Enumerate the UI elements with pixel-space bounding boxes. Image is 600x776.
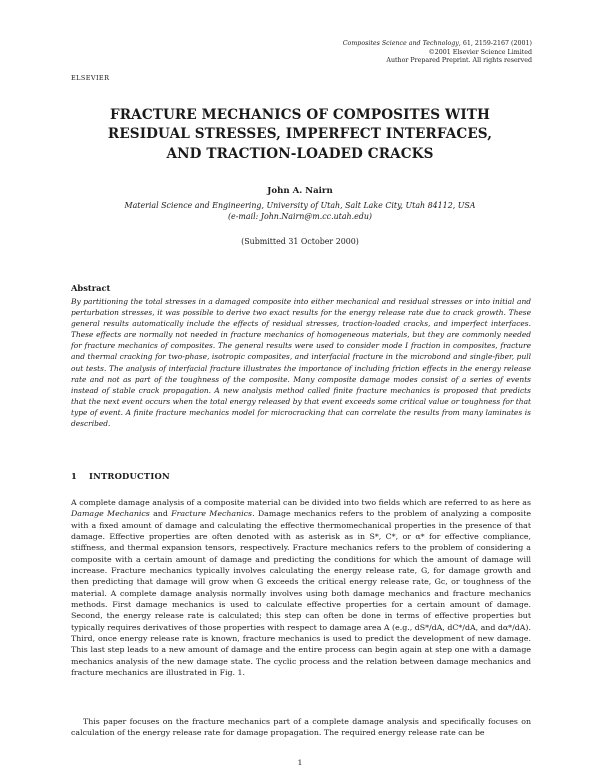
section-number: 1 — [71, 471, 78, 481]
author-affiliation — [71, 200, 529, 222]
intro-paragraph-1 — [71, 497, 531, 679]
author-email: (e-mail: John.Nairn@m.cc.utah.edu) — [227, 212, 373, 222]
copyright-line: ©2001 Elsevier Science Limited — [428, 48, 532, 56]
paper-title — [71, 106, 529, 164]
intro-text: . Damage mechanics refers to the problem of analyzing a composite with a fixed amount of damage and calculating the effective thermomechanical properties in the presence of that damage. Effective properties are often denoted with as asterisk as in S*, C*, or α* for effective compliance, stiffness, and thermal expansion tensors, respectively. Fracture mechanics refers to the problem of considering a composite with a certain amount of damage and predicting the conditions for which the amount of damage will increase. Fracture mechanics typically involves calculating the energy release rate, G, for damage growth and then predicting that damage will grow when G exceeds the critical energy release rate, Gc, or toughness of the material. A complete damage analysis normally involves using both damage mechanics and fracture mechanics methods. First damage mechanics is used to calculate effective properties for a certain amount of damage. Second, the energy release rate is calculated; this step can often be done in terms of effective properties but typically requires derivatives of those properties with respect to damage area A (e.g., dS*/dA, dC*/dA, and dα*/dA). Third, once energy release rate is known, fracture mechanics is used to predict the development of new damage. This last step leads to a new amount of damage and the entire process can begin again at step one with a damage mechanics analysis of the new damage state. The cyclic process and the relation between damage mechanics and fracture mechanics are illustrated in Fig. 1. — [71, 509, 531, 678]
author-name: John A. Nairn — [267, 186, 333, 196]
section-heading — [71, 471, 170, 481]
submission-date: (Submitted 31 October 2000) — [241, 237, 359, 246]
intro-emphasis: Damage Mechanics — [71, 509, 150, 519]
abstract-heading: Abstract — [71, 283, 111, 293]
intro-emphasis: Fracture Mechanics — [171, 509, 253, 519]
affiliation-line: Material Science and Engineering, University of Utah, Salt Lake City, Utah 84112, USA — [124, 201, 476, 210]
abstract-text: By partitioning the total stresses in a damaged composite into either mechanical and residual stresses or into initial and perturbation stresses, it was possible to derive two exact results for the energy release rate due to crack growth. These general results automatically include the effects of residual stresses, traction-loaded cracks, and imperfect interfaces. These effects are normally not needed in fracture mechanics of homogeneous materials, but they are commonly needed for fracture mechanics of composites. The general results were used to consider mode I fraction in composites, fracture and thermal cracking for two-phase, isotropic composites, and interfacial fracture in the microbond and single-fiber, pull out tests. The analysis of interfacial fracture illustrates the importance of including friction effects in the energy release rate and not as part of the toughness of the composite. Many composite damage modes consist of a series of events instead of stable crack propagation. A new analysis method called finite fracture mechanics is proposed that predicts that the next event occurs when the total energy released by that event exceeds some critical value or toughness for that type of event. A finite fracture mechanics model for microcracking that can correlate the results from many laminates is described. — [71, 297, 531, 429]
page-number: 1 — [297, 758, 303, 767]
publisher-name: ELSEVIER — [71, 74, 110, 82]
intro-text: and — [149, 509, 172, 519]
title-line: RESIDUAL STRESSES, IMPERFECT INTERFACES, — [107, 126, 493, 143]
section-title: INTRODUCTION — [89, 471, 170, 481]
intro-text: A complete damage analysis of a composite material can be divided into two fields which are referred to as here as — [71, 498, 531, 507]
title-line: AND TRACTION-LOADED CRACKS — [166, 145, 434, 162]
intro-paragraph-2: This paper focuses on the fracture mechanics part of a complete damage analysis and specifically focuses on calculation of the energy release rate for damage propagation. The required energy release rate can be — [71, 717, 531, 738]
title-line: FRACTURE MECHANICS OF COMPOSITES WITH — [110, 107, 490, 123]
citation-line — [232, 40, 532, 49]
volume-pages: , 61, 2159-2167 (2001) — [458, 40, 532, 47]
journal-name: Composites Science and Technology — [342, 40, 459, 47]
journal-citation — [232, 40, 532, 66]
preprint-note: Author Prepared Preprint. All rights reserved — [386, 57, 532, 65]
